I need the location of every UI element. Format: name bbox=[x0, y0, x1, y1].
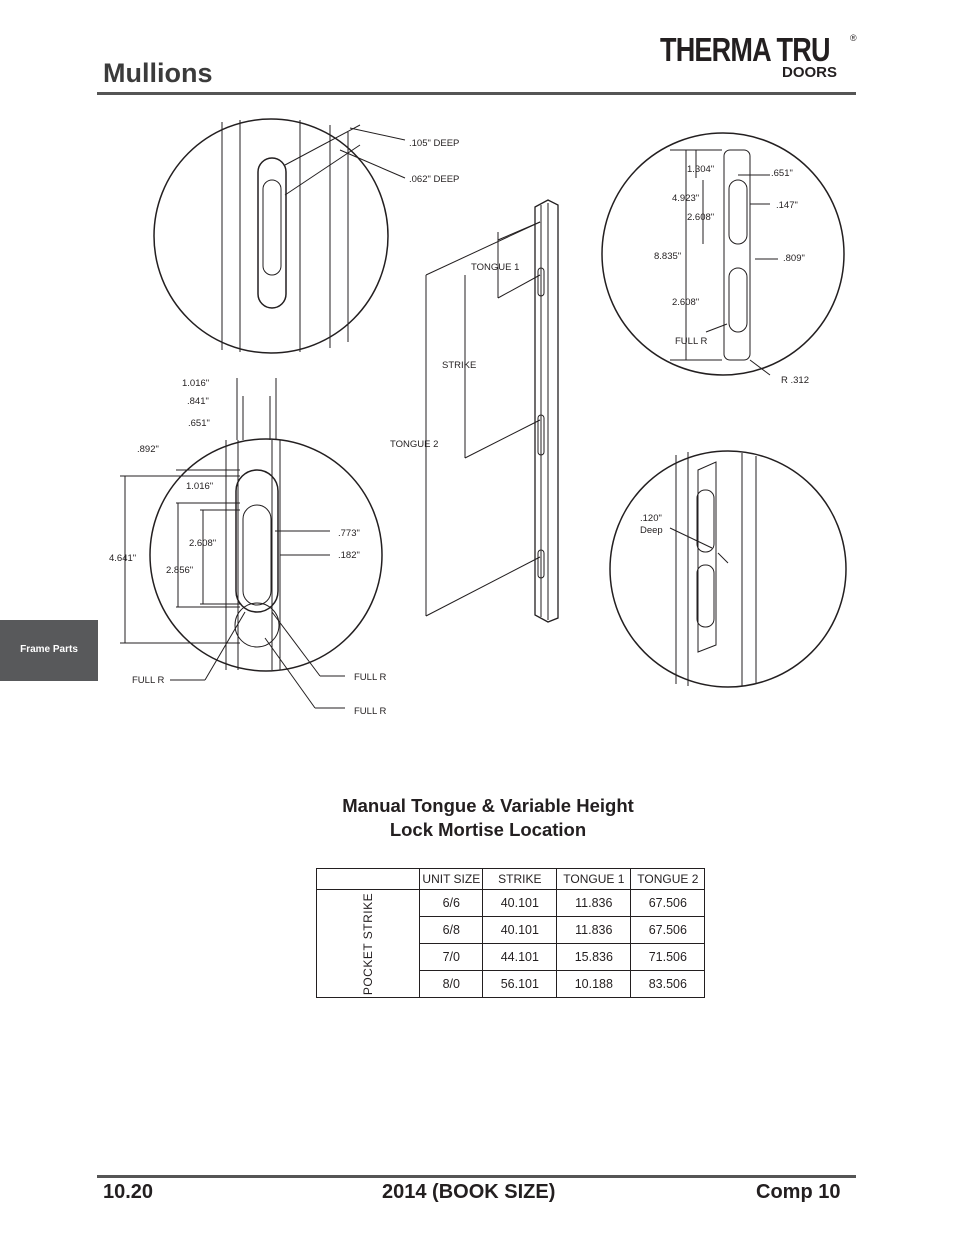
label-1016-inner: 1.016" bbox=[186, 481, 214, 492]
row-group-label: POCKET STRIKE bbox=[361, 892, 376, 995]
label-r-312: R .312 bbox=[781, 375, 809, 386]
label-841: .841" bbox=[187, 396, 209, 407]
table-header-empty bbox=[317, 869, 420, 890]
table-row bbox=[317, 890, 705, 917]
table-cell: 6/8 bbox=[420, 917, 483, 944]
label-8835: 8.835" bbox=[654, 251, 682, 262]
table-cell: 7/0 bbox=[420, 944, 483, 971]
label-full-r-right: FULL R bbox=[675, 336, 708, 347]
label-2608-left: 2.608" bbox=[189, 538, 217, 549]
table-title bbox=[300, 794, 676, 842]
table-cell: 40.101 bbox=[483, 917, 557, 944]
table-title-line-1: Manual Tongue & Variable Height bbox=[342, 795, 634, 816]
label-1016-top: 1.016" bbox=[182, 378, 210, 389]
table-cell: 11.836 bbox=[557, 890, 631, 917]
label-2856: 2.856" bbox=[166, 565, 194, 576]
label-full-r-a: FULL R bbox=[132, 675, 165, 686]
table-cell: 67.506 bbox=[631, 890, 705, 917]
table-cell: 6/6 bbox=[420, 890, 483, 917]
detail-circle-slot-dimensions bbox=[109, 378, 387, 717]
detail-circle-strike-depth bbox=[610, 451, 846, 687]
table-header-tongue-1: TONGUE 1 bbox=[557, 869, 631, 890]
table-cell: 44.101 bbox=[483, 944, 557, 971]
section-tab-label: Frame Parts bbox=[20, 644, 78, 655]
footer-edition: 2014 (BOOK SIZE) bbox=[382, 1181, 556, 1203]
label-tongue-1: TONGUE 1 bbox=[471, 262, 520, 273]
label-full-r-c: FULL R bbox=[354, 706, 387, 717]
logo-subtext: DOORS bbox=[782, 64, 838, 81]
label-651-right: .651" bbox=[771, 168, 793, 179]
table-title-line-2: Lock Mortise Location bbox=[389, 819, 587, 840]
mullion-bar bbox=[390, 200, 558, 622]
brand-logo bbox=[660, 33, 860, 83]
label-182: .182" bbox=[338, 550, 360, 561]
label-1304: 1.304" bbox=[687, 164, 715, 175]
mullion-technical-drawing bbox=[0, 100, 954, 740]
table-header-strike: STRIKE bbox=[483, 869, 557, 890]
label-105-deep: .105" DEEP bbox=[409, 138, 460, 149]
label-2608-r1: 2.608" bbox=[687, 212, 715, 223]
table-cell: 56.101 bbox=[483, 971, 557, 998]
table-cell: 83.506 bbox=[631, 971, 705, 998]
footer-component: Comp 10 bbox=[756, 1181, 841, 1203]
table-cell: 40.101 bbox=[483, 890, 557, 917]
label-147: .147" bbox=[776, 200, 798, 211]
label-809: .809" bbox=[783, 253, 805, 264]
detail-circle-strike-dimensions bbox=[602, 133, 844, 386]
table-cell: 10.188 bbox=[557, 971, 631, 998]
table-cell: 8/0 bbox=[420, 971, 483, 998]
table-cell: 71.506 bbox=[631, 944, 705, 971]
label-full-r-b: FULL R bbox=[354, 672, 387, 683]
row-group-label-cell bbox=[317, 890, 420, 998]
label-4641: 4.641" bbox=[109, 553, 137, 564]
label-120-deep-b: Deep bbox=[640, 525, 663, 536]
label-120-deep-a: .120" bbox=[640, 513, 662, 524]
label-2608-r2: 2.608" bbox=[672, 297, 700, 308]
logo-registered-mark: ® bbox=[850, 33, 857, 43]
label-773: .773" bbox=[338, 528, 360, 539]
page-title: Mullions bbox=[103, 58, 213, 88]
label-4923: 4.923" bbox=[672, 193, 700, 204]
footer-divider bbox=[97, 1175, 856, 1178]
detail-circle-mortise-depth bbox=[154, 119, 459, 353]
label-062-deep: .062" DEEP bbox=[409, 174, 460, 185]
table-cell: 15.836 bbox=[557, 944, 631, 971]
footer-page-number: 10.20 bbox=[103, 1181, 154, 1203]
table-header-row bbox=[317, 869, 705, 890]
label-tongue-2: TONGUE 2 bbox=[390, 439, 439, 450]
table-cell: 67.506 bbox=[631, 917, 705, 944]
label-651-left: .651" bbox=[188, 418, 210, 429]
header-divider bbox=[97, 92, 856, 95]
table-cell: 11.836 bbox=[557, 917, 631, 944]
table-header-unit-size: UNIT SIZE bbox=[420, 869, 483, 890]
label-strike: STRIKE bbox=[442, 360, 477, 371]
logo-wordmark: THERMA TRU bbox=[660, 31, 830, 68]
table-header-tongue-2: TONGUE 2 bbox=[631, 869, 705, 890]
label-892: .892" bbox=[137, 444, 159, 455]
mortise-location-table bbox=[316, 868, 705, 998]
